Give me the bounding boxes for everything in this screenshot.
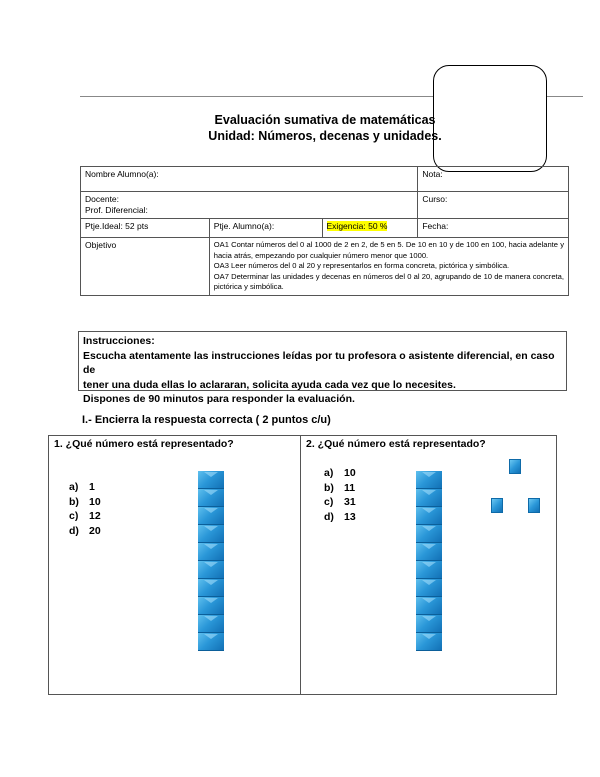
instructions-box bbox=[78, 331, 567, 405]
unit-block bbox=[416, 543, 442, 561]
exam-title: Evaluación sumativa de matemáticas bbox=[214, 113, 436, 127]
objective-label: Objetivo bbox=[81, 238, 210, 296]
teacher-label: Docente: bbox=[85, 194, 120, 204]
unit-block bbox=[416, 561, 442, 579]
objective-oa7: OA7 Determinar las unidades y decenas en números del 0 al 20, agrupando de 10 de manera concreta, pictórica y simbólica. bbox=[213, 271, 564, 291]
ideal-score: Ptje.Ideal: 52 pts bbox=[81, 219, 210, 238]
objective-oa3: OA3 Leer números del 0 al 20 y representarlos en forma concreta, pictórica y simbólica. bbox=[213, 261, 510, 270]
option-b[interactable]: b) 10 bbox=[69, 495, 101, 508]
unit-block bbox=[416, 597, 442, 615]
unit-block bbox=[416, 615, 442, 633]
unit-block bbox=[198, 633, 224, 651]
unit-block bbox=[198, 507, 224, 525]
diff-teacher-label: Prof. Diferencial: bbox=[85, 205, 148, 215]
instructions-line3: Dispones de 90 minutos para responder la evaluación. bbox=[83, 393, 355, 405]
unit-block bbox=[198, 579, 224, 597]
unit-cube bbox=[491, 498, 503, 513]
unit-block bbox=[198, 489, 224, 507]
unit-cube bbox=[528, 498, 540, 513]
section-title: I.- Encierra la respuesta correcta ( 2 puntos c/u) bbox=[82, 414, 331, 426]
option-c[interactable]: c) 12 bbox=[69, 510, 101, 522]
student-score-field[interactable]: Ptje. Alumno(a): bbox=[209, 219, 322, 238]
unit-block bbox=[198, 615, 224, 633]
question-2-box bbox=[300, 435, 557, 695]
option-a[interactable]: a) 1 bbox=[69, 481, 95, 493]
unit-block bbox=[198, 525, 224, 543]
question-1-title: 1. ¿Qué número está representado? bbox=[54, 438, 234, 450]
objectives-cell bbox=[209, 238, 568, 296]
unit-block bbox=[416, 507, 442, 525]
requirement-cell bbox=[322, 219, 418, 238]
unit-block bbox=[416, 525, 442, 543]
objective-oa1: OA1 Contar números del 0 al 1000 de 2 en 2, de 5 en 5. De 10 en 10 y de 100 en 100, hacia adelante y hacia atrás, empezando por cualquier número menor que 1000. bbox=[213, 240, 564, 260]
ten-rod bbox=[198, 471, 224, 651]
option-b[interactable]: b) 11 bbox=[324, 481, 356, 494]
option-a[interactable]: a) 10 bbox=[324, 467, 356, 479]
ten-rod bbox=[416, 471, 442, 651]
student-info-table bbox=[80, 166, 569, 296]
instructions-heading: Instrucciones: bbox=[83, 335, 155, 347]
unit-block bbox=[198, 543, 224, 561]
teacher-field[interactable] bbox=[81, 192, 418, 219]
exam-subtitle: Unidad: Números, decenas y unidades. bbox=[208, 129, 442, 143]
question-2-options bbox=[324, 466, 356, 524]
unit-block bbox=[198, 471, 224, 489]
question-2-title: 2. ¿Qué número está representado? bbox=[306, 438, 486, 450]
question-1-options bbox=[69, 480, 101, 538]
unit-cube bbox=[509, 459, 521, 474]
option-d[interactable]: d) 13 bbox=[324, 510, 356, 523]
question-1-box bbox=[48, 435, 301, 695]
requirement-label: Exigencia: 50 % bbox=[326, 221, 388, 231]
option-d[interactable]: d) 20 bbox=[69, 524, 101, 537]
instructions-line1: Escucha atentamente las instrucciones leídas por tu profesora o asistente diferencial, en caso de bbox=[83, 349, 555, 376]
unit-block bbox=[198, 597, 224, 615]
date-field[interactable]: Fecha: bbox=[418, 219, 569, 238]
student-name-field[interactable]: Nombre Alumno(a): bbox=[81, 167, 418, 192]
option-c[interactable]: c) 31 bbox=[324, 496, 356, 508]
unit-block bbox=[198, 561, 224, 579]
instructions-line2: tener una duda ellas lo aclararan, solicita ayuda cada vez que lo necesites. bbox=[83, 378, 456, 391]
course-field[interactable]: Curso: bbox=[418, 192, 569, 219]
unit-block bbox=[416, 579, 442, 597]
grade-field[interactable]: Nota: bbox=[418, 167, 569, 192]
unit-block bbox=[416, 489, 442, 507]
unit-block bbox=[416, 471, 442, 489]
unit-block bbox=[416, 633, 442, 651]
